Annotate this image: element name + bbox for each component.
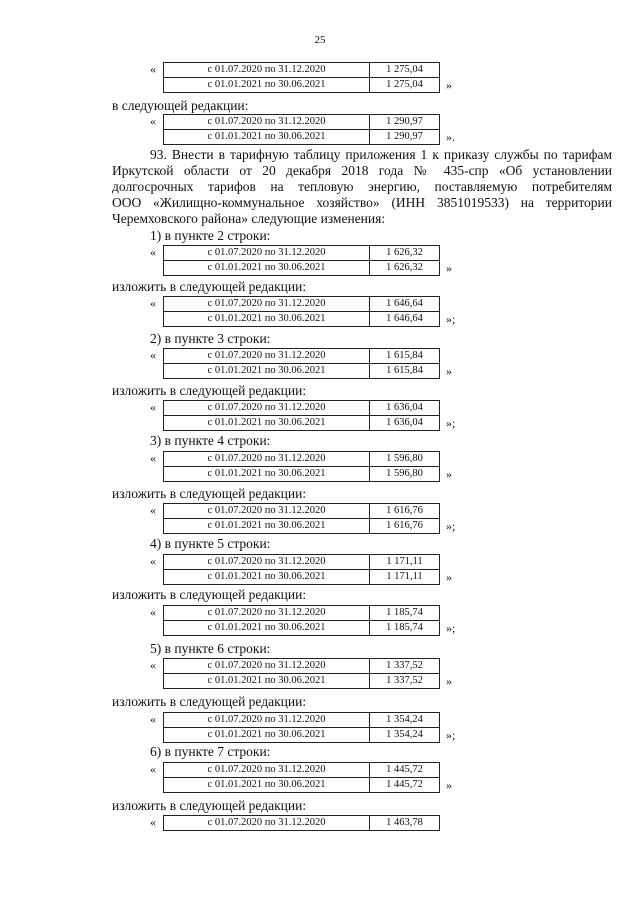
value-cell: 1 337,52 (370, 659, 440, 674)
open-quote: « (150, 503, 156, 517)
paragraph-line: ООО «Жилищно-коммунальное хозяйство» (ИНН 3851019533) на территории (112, 195, 612, 210)
table-row (164, 555, 440, 570)
heading-state: изложить в следующей редакции: (112, 486, 307, 501)
open-quote: « (150, 762, 156, 776)
table-row (164, 621, 440, 636)
table-row (164, 606, 440, 621)
item-heading-5: 5) в пункте 6 строки: (150, 641, 271, 656)
heading-state: изложить в следующей редакции: (112, 383, 307, 398)
item-heading-4: 4) в пункте 5 строки: (150, 536, 271, 551)
period-cell: с 01.01.2021 по 30.06.2021 (164, 467, 370, 482)
period-cell: с 01.07.2020 по 31.12.2020 (164, 246, 370, 261)
period-cell: с 01.01.2021 по 30.06.2021 (164, 621, 370, 636)
table-row (164, 115, 440, 130)
tariff-table-4 (163, 348, 440, 379)
tariff-table-5 (163, 400, 440, 431)
close-quote: » (446, 467, 452, 481)
table-row (164, 674, 440, 689)
tariff-table-13 (163, 815, 440, 831)
table-row (164, 713, 440, 728)
period-cell: с 01.07.2020 по 31.12.2020 (164, 659, 370, 674)
value-cell: 1 636,04 (370, 401, 440, 416)
close-quote: » (446, 674, 452, 688)
table-row (164, 349, 440, 364)
paragraph-line: Иркутской области от 20 декабря 2018 года № 435-спр «Об установлении (112, 163, 612, 178)
period-cell: с 01.07.2020 по 31.12.2020 (164, 297, 370, 312)
table-row (164, 452, 440, 467)
tariff-table-12 (163, 762, 440, 793)
paragraph-line: 93. Внести в тарифную таблицу приложения 1 к приказу службы по тарифам (150, 147, 612, 162)
table-row (164, 297, 440, 312)
paragraph-line: Черемховского района» следующие изменения: (112, 211, 386, 226)
period-cell: с 01.01.2021 по 30.06.2021 (164, 261, 370, 276)
close-quote: »; (446, 312, 456, 326)
paragraph-93 (112, 147, 612, 227)
value-cell: 1 354,24 (370, 713, 440, 728)
heading-state: изложить в следующей редакции: (112, 587, 307, 602)
value-cell: 1 185,74 (370, 606, 440, 621)
period-cell: с 01.01.2021 по 30.06.2021 (164, 130, 370, 145)
period-cell: с 01.01.2021 по 30.06.2021 (164, 778, 370, 793)
table-row (164, 63, 440, 78)
open-quote: « (150, 296, 156, 310)
table-row (164, 78, 440, 93)
open-quote: « (150, 712, 156, 726)
tariff-table-0 (163, 62, 440, 93)
value-cell: 1 171,11 (370, 555, 440, 570)
value-cell: 1 596,80 (370, 452, 440, 467)
period-cell: с 01.07.2020 по 31.12.2020 (164, 606, 370, 621)
tariff-table-2 (163, 245, 440, 276)
table-row (164, 570, 440, 585)
table-row (164, 519, 440, 534)
value-cell: 1 463,78 (370, 816, 440, 831)
heading-state: изложить в следующей редакции: (112, 798, 307, 813)
close-quote: »; (446, 519, 456, 533)
period-cell: с 01.07.2020 по 31.12.2020 (164, 401, 370, 416)
period-cell: с 01.07.2020 по 31.12.2020 (164, 713, 370, 728)
value-cell: 1 290,97 (370, 130, 440, 145)
tariff-table-10 (163, 658, 440, 689)
table-row (164, 659, 440, 674)
table-row (164, 312, 440, 327)
value-cell: 1 646,64 (370, 297, 440, 312)
tariff-table-1 (163, 114, 440, 145)
close-quote: » (446, 261, 452, 275)
tariff-table-9 (163, 605, 440, 636)
value-cell: 1 616,76 (370, 519, 440, 534)
value-cell: 1 596,80 (370, 467, 440, 482)
period-cell: с 01.01.2021 по 30.06.2021 (164, 312, 370, 327)
close-quote: »; (446, 416, 456, 430)
open-quote: « (150, 815, 156, 829)
open-quote: « (150, 451, 156, 465)
value-cell: 1 615,84 (370, 364, 440, 379)
page-number: 25 (314, 34, 326, 46)
table-row (164, 467, 440, 482)
table-row (164, 364, 440, 379)
period-cell: с 01.07.2020 по 31.12.2020 (164, 63, 370, 78)
period-cell: с 01.07.2020 по 31.12.2020 (164, 504, 370, 519)
period-cell: с 01.07.2020 по 31.12.2020 (164, 115, 370, 130)
close-quote: ». (446, 130, 455, 144)
item-heading-3: 3) в пункте 4 строки: (150, 433, 271, 448)
value-cell: 1 626,32 (370, 261, 440, 276)
value-cell: 1 171,11 (370, 570, 440, 585)
open-quote: « (150, 605, 156, 619)
item-heading-2: 2) в пункте 3 строки: (150, 331, 271, 346)
period-cell: с 01.01.2021 по 30.06.2021 (164, 728, 370, 743)
value-cell: 1 646,64 (370, 312, 440, 327)
table-row (164, 416, 440, 431)
table-row (164, 763, 440, 778)
period-cell: с 01.01.2021 по 30.06.2021 (164, 674, 370, 689)
tariff-table-6 (163, 451, 440, 482)
open-quote: « (150, 554, 156, 568)
period-cell: с 01.01.2021 по 30.06.2021 (164, 78, 370, 93)
value-cell: 1 626,32 (370, 246, 440, 261)
period-cell: с 01.01.2021 по 30.06.2021 (164, 364, 370, 379)
heading-state: изложить в следующей редакции: (112, 694, 307, 709)
table-row (164, 778, 440, 793)
period-cell: с 01.07.2020 по 31.12.2020 (164, 555, 370, 570)
close-quote: »; (446, 621, 456, 635)
period-cell: с 01.07.2020 по 31.12.2020 (164, 763, 370, 778)
period-cell: с 01.01.2021 по 30.06.2021 (164, 416, 370, 431)
table-row (164, 728, 440, 743)
table-row (164, 246, 440, 261)
open-quote: « (150, 400, 156, 414)
heading-new-edition: в следующей редакции: (112, 98, 249, 113)
value-cell: 1 354,24 (370, 728, 440, 743)
value-cell: 1 636,04 (370, 416, 440, 431)
table-row (164, 401, 440, 416)
tariff-table-8 (163, 554, 440, 585)
open-quote: « (150, 114, 156, 128)
close-quote: » (446, 364, 452, 378)
close-quote: »; (446, 728, 456, 742)
item-heading-1: 1) в пункте 2 строки: (150, 228, 271, 243)
period-cell: с 01.01.2021 по 30.06.2021 (164, 519, 370, 534)
value-cell: 1 445,72 (370, 778, 440, 793)
tariff-table-7 (163, 503, 440, 534)
heading-state: изложить в следующей редакции: (112, 279, 307, 294)
open-quote: « (150, 348, 156, 362)
value-cell: 1 337,52 (370, 674, 440, 689)
table-row (164, 130, 440, 145)
value-cell: 1 445,72 (370, 763, 440, 778)
close-quote: » (446, 78, 452, 92)
table-row (164, 261, 440, 276)
value-cell: 1 275,04 (370, 63, 440, 78)
table-row (164, 816, 440, 831)
item-heading-6: 6) в пункте 7 строки: (150, 744, 271, 759)
value-cell: 1 275,04 (370, 78, 440, 93)
close-quote: » (446, 570, 452, 584)
period-cell: с 01.07.2020 по 31.12.2020 (164, 816, 370, 831)
value-cell: 1 615,84 (370, 349, 440, 364)
value-cell: 1 185,74 (370, 621, 440, 636)
paragraph-line: долгосрочных тарифов на тепловую энергию, поставляемую потребителям (112, 179, 612, 194)
period-cell: с 01.07.2020 по 31.12.2020 (164, 349, 370, 364)
open-quote: « (150, 658, 156, 672)
value-cell: 1 616,76 (370, 504, 440, 519)
tariff-table-3 (163, 296, 440, 327)
value-cell: 1 290,97 (370, 115, 440, 130)
open-quote: « (150, 62, 156, 76)
tariff-table-11 (163, 712, 440, 743)
open-quote: « (150, 245, 156, 259)
table-row (164, 504, 440, 519)
period-cell: с 01.01.2021 по 30.06.2021 (164, 570, 370, 585)
period-cell: с 01.07.2020 по 31.12.2020 (164, 452, 370, 467)
close-quote: » (446, 778, 452, 792)
